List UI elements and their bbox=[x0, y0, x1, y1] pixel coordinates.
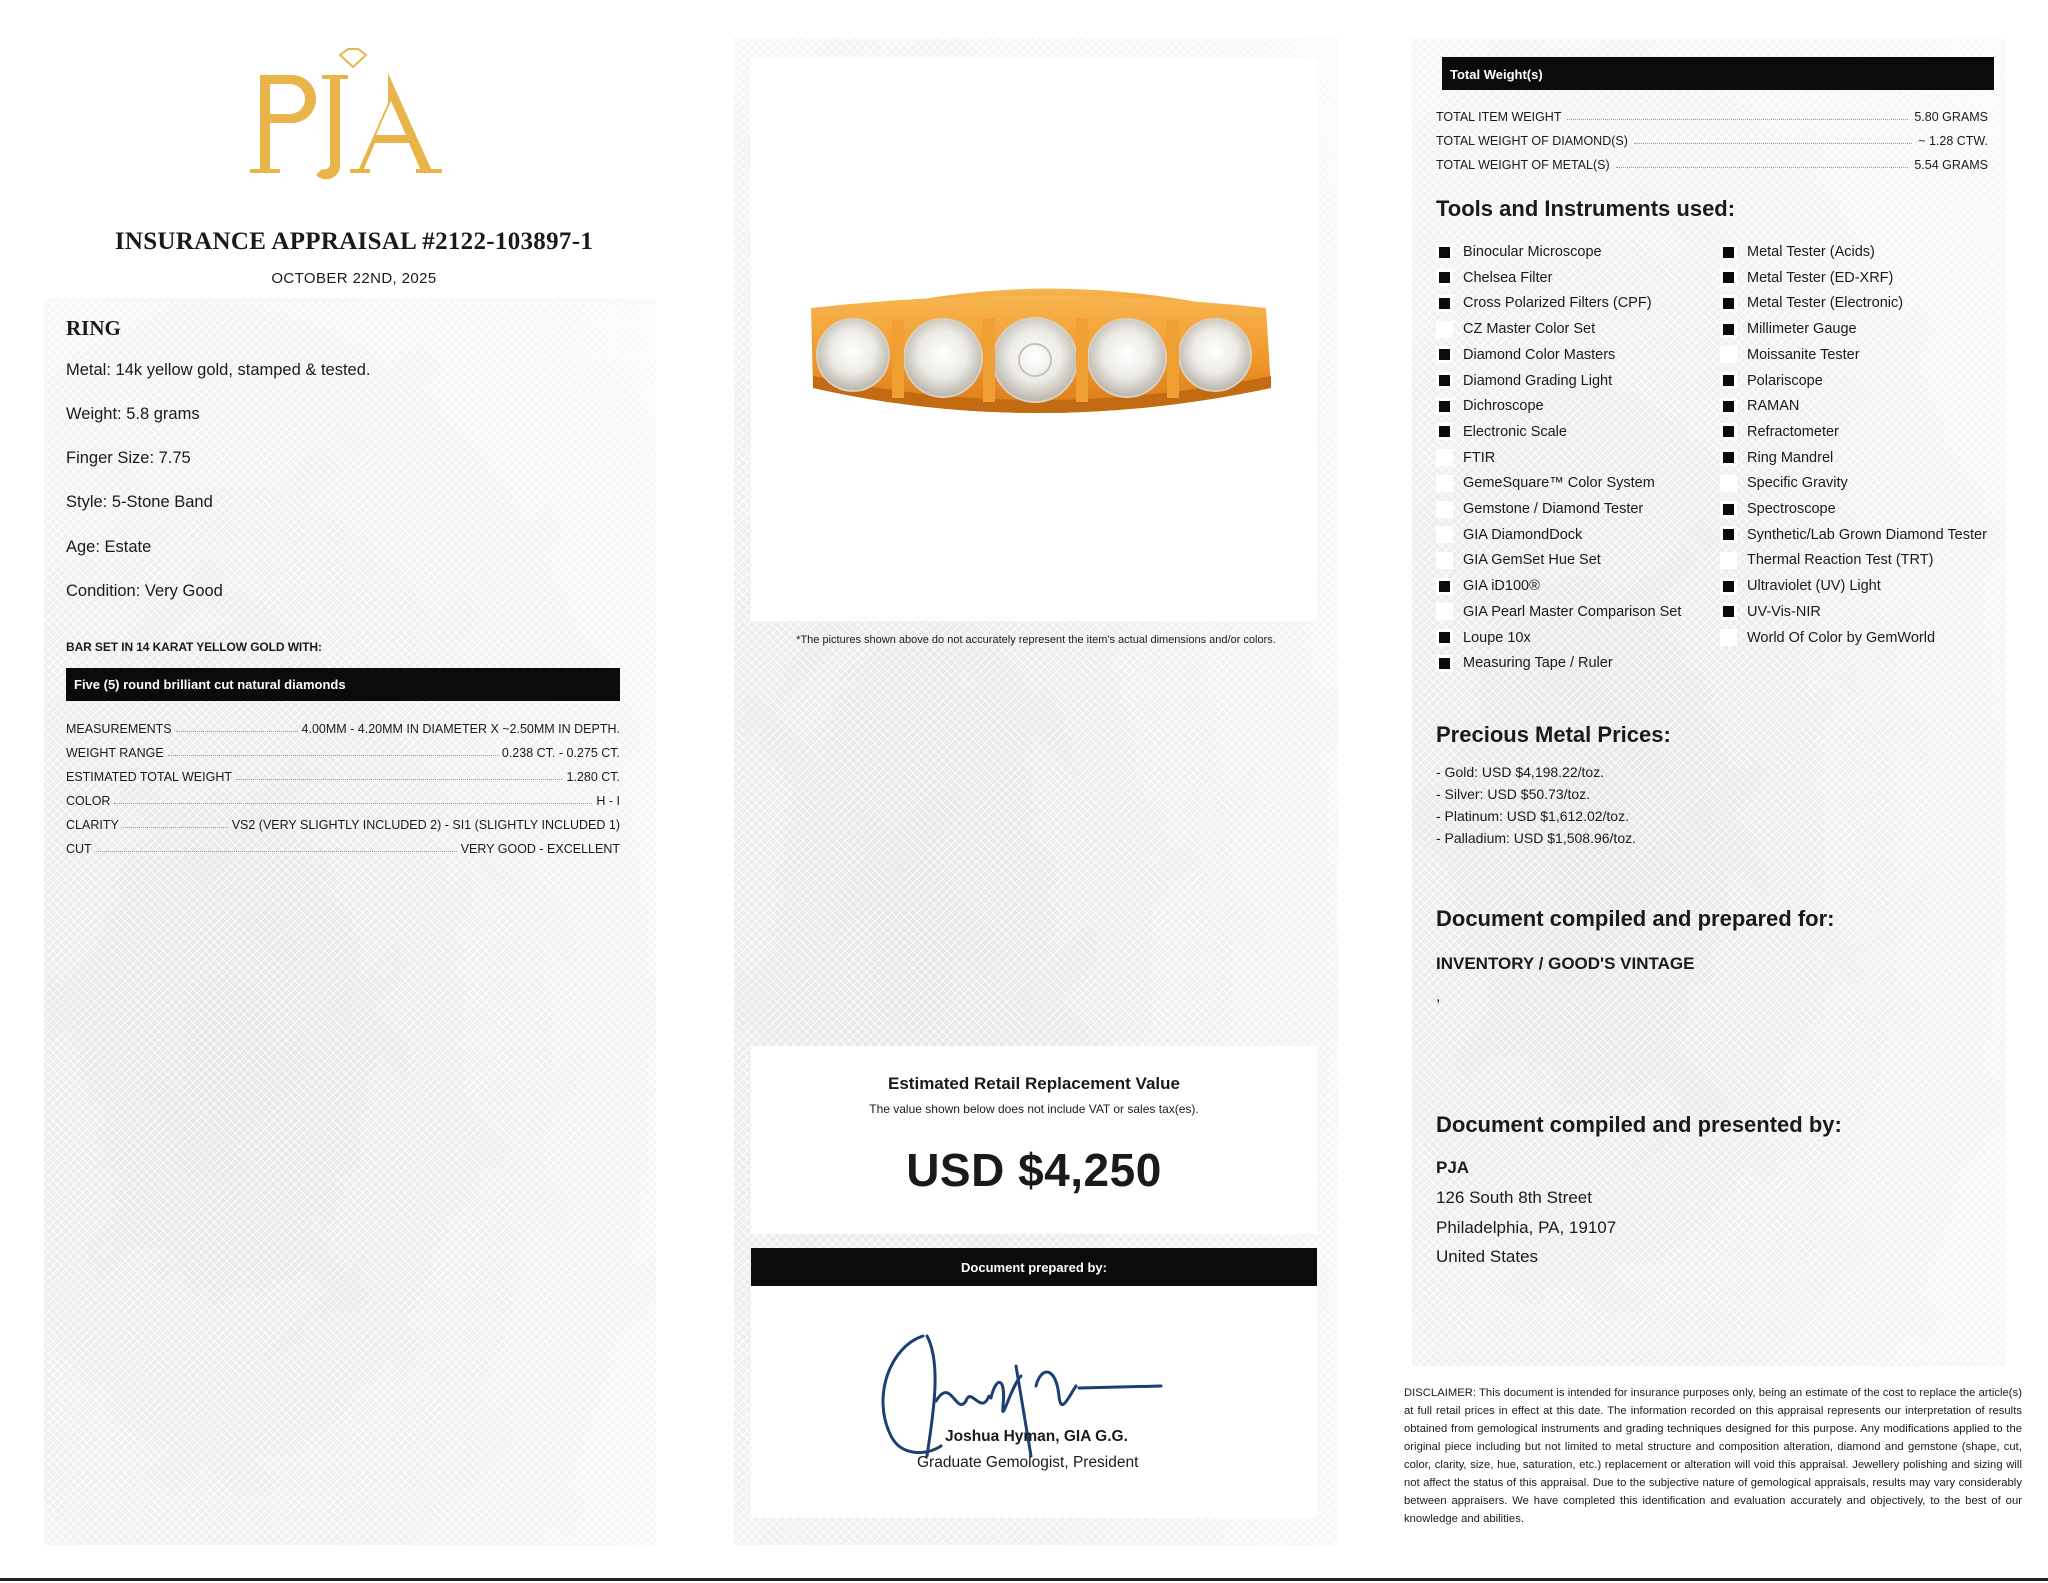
unchecked-box-icon bbox=[1436, 526, 1453, 543]
metal-prices-heading: Precious Metal Prices: bbox=[1436, 722, 1671, 747]
tool-item bbox=[1436, 421, 1567, 443]
spec-age: Age: Estate bbox=[66, 538, 152, 556]
tool-item bbox=[1720, 601, 1821, 623]
spec-metal: Metal: 14k yellow gold, stamped & tested. bbox=[66, 361, 371, 379]
unchecked-box-icon bbox=[1436, 475, 1453, 492]
checked-box-icon bbox=[1436, 244, 1453, 261]
tool-item bbox=[1720, 447, 1833, 469]
checked-box-icon bbox=[1720, 372, 1737, 389]
weight-label: TOTAL WEIGHT OF METAL(S) bbox=[1436, 158, 1610, 172]
value-amount: USD $4,250 bbox=[906, 1144, 1162, 1196]
photo-disclaimer: *The pictures shown above do not accurately represent the item's actual dimensions and/or colors. bbox=[796, 634, 1276, 646]
checked-box-icon bbox=[1720, 603, 1737, 620]
value-title: Estimated Retail Replacement Value bbox=[888, 1074, 1180, 1093]
detail-label: CUT bbox=[66, 842, 92, 856]
tool-label: FTIR bbox=[1463, 449, 1496, 466]
tool-label: Refractometer bbox=[1747, 423, 1839, 440]
signer-name: Joshua Hyman, GIA G.G. bbox=[945, 1428, 1128, 1445]
detail-row-color bbox=[66, 790, 620, 808]
tool-label: UV-Vis-NIR bbox=[1747, 603, 1821, 620]
signature-box bbox=[751, 1286, 1317, 1518]
tool-item bbox=[1436, 447, 1495, 469]
tool-item bbox=[1720, 472, 1848, 494]
spec-condition: Condition: Very Good bbox=[66, 582, 223, 600]
detail-label: MEASUREMENTS bbox=[66, 722, 172, 736]
appraisal-title: INSURANCE APPRAISAL #2122-103897-1 bbox=[114, 228, 594, 255]
tool-label: Spectroscope bbox=[1747, 501, 1836, 517]
tool-item bbox=[1436, 498, 1643, 520]
value-note: The value shown below does not include VAT or sales tax(es). bbox=[869, 1102, 1199, 1116]
checked-box-icon bbox=[1720, 526, 1737, 543]
tool-label: RAMAN bbox=[1747, 398, 1800, 415]
weight-row-item bbox=[1436, 106, 1988, 124]
tool-item bbox=[1436, 652, 1613, 674]
tool-item bbox=[1436, 627, 1531, 649]
weight-label: TOTAL WEIGHT OF DIAMOND(S) bbox=[1436, 134, 1628, 148]
unchecked-box-icon bbox=[1436, 321, 1453, 338]
tool-label: Specific Gravity bbox=[1747, 475, 1848, 492]
checked-box-icon bbox=[1720, 501, 1737, 518]
weight-label: TOTAL ITEM WEIGHT bbox=[1436, 110, 1562, 124]
total-weights-bar: Total Weight(s) bbox=[1442, 57, 1994, 90]
price-palladium: - Palladium: USD $1,508.96/toz. bbox=[1436, 830, 1636, 846]
photo-and-value-panel bbox=[734, 38, 1338, 1545]
price-silver: - Silver: USD $50.73/toz. bbox=[1436, 786, 1591, 802]
tool-item bbox=[1436, 292, 1652, 314]
detail-row-measurements bbox=[66, 718, 620, 736]
tools-heading: Tools and Instruments used: bbox=[1436, 196, 1736, 221]
prepared-for-heading: Document compiled and prepared for: bbox=[1436, 906, 1835, 931]
item-description-panel bbox=[44, 298, 656, 1545]
presented-by-heading: Document compiled and presented by: bbox=[1436, 1112, 1842, 1137]
presenter-city: Philadelphia, PA, 19107 bbox=[1436, 1218, 1617, 1237]
checked-box-icon bbox=[1720, 321, 1737, 338]
client-name: INVENTORY / GOOD'S VINTAGE bbox=[1436, 954, 1695, 973]
tool-label: Diamond Grading Light bbox=[1463, 372, 1613, 389]
tool-item bbox=[1720, 627, 1935, 649]
detail-row-cut bbox=[66, 838, 620, 856]
detail-label: ESTIMATED TOTAL WEIGHT bbox=[66, 770, 232, 784]
tool-item bbox=[1720, 575, 1881, 597]
bottom-rule bbox=[0, 1578, 2048, 1581]
tool-item bbox=[1720, 370, 1823, 392]
tool-item bbox=[1720, 267, 1893, 289]
signer-title: Graduate Gemologist, President bbox=[917, 1454, 1139, 1471]
checked-box-icon bbox=[1436, 398, 1453, 415]
tool-label: Synthetic/Lab Grown Diamond Tester bbox=[1747, 526, 1987, 543]
disclaimer-text: DISCLAIMER: This document is intended for insurance purposes only, being an estimate of the cost to replace the article(s) at full retail prices in effect at this date. The information recorded on this appraisal represents our interpretation of results obtained from gemological instruments and grading techniques designed for this purpose. Any modifications applied to the original piece including but not limited to metal structure and composition alteration, diamond and gemstone (shape, cut, color, clarity, size, hue, saturation, etc.) replacement or alteration will void this appraisal. Jewellery polishing and sizing will not affect the status of this appraisal. Due to the subjective nature of gemological appraisals, results may vary considerably between appraisers. We have completed this identification and evaluation accurately and objectively, to the best of our knowledge and abilities. bbox=[1404, 1387, 2022, 1525]
unchecked-box-icon bbox=[1720, 475, 1737, 492]
tool-item bbox=[1436, 318, 1595, 340]
detail-row-total-weight bbox=[66, 766, 620, 784]
tool-item bbox=[1720, 344, 1860, 366]
value-box bbox=[751, 1046, 1317, 1234]
item-photo bbox=[751, 58, 1317, 621]
detail-value: VS2 (VERY SLIGHTLY INCLUDED 2) - SI1 (SLIGHTLY INCLUDED 1) bbox=[231, 818, 620, 832]
tool-label: Loupe 10x bbox=[1463, 629, 1531, 646]
presenter-street: 126 South 8th Street bbox=[1436, 1188, 1592, 1207]
presenter-name: PJA bbox=[1436, 1158, 1470, 1177]
tool-item bbox=[1720, 241, 1875, 263]
tool-label: GIA iD100® bbox=[1463, 578, 1540, 595]
detail-value: H - I bbox=[596, 794, 620, 808]
detail-value: 1.280 CT. bbox=[566, 770, 620, 784]
unchecked-box-icon bbox=[1720, 552, 1737, 569]
checked-box-icon bbox=[1720, 295, 1737, 312]
tool-item bbox=[1720, 498, 1836, 520]
checked-box-icon bbox=[1436, 423, 1453, 440]
weight-row-metals bbox=[1436, 154, 1988, 172]
checked-box-icon bbox=[1436, 578, 1453, 595]
tool-label: World Of Color by GemWorld bbox=[1747, 629, 1936, 646]
tool-item bbox=[1720, 318, 1857, 340]
tool-label: Gemstone / Diamond Tester bbox=[1463, 501, 1644, 517]
item-type: RING bbox=[66, 316, 121, 340]
client-line2: , bbox=[1436, 988, 1441, 1005]
price-gold: - Gold: USD $4,198.22/toz. bbox=[1436, 764, 1605, 780]
checked-box-icon bbox=[1720, 398, 1737, 415]
tool-item bbox=[1720, 292, 1903, 314]
tool-label: GemeSquare™ Color System bbox=[1463, 475, 1655, 492]
tool-item bbox=[1436, 549, 1601, 571]
detail-value: 0.238 CT. - 0.275 CT. bbox=[501, 746, 620, 760]
tool-item bbox=[1436, 601, 1681, 623]
tool-item bbox=[1720, 395, 1799, 417]
unchecked-box-icon bbox=[1436, 552, 1453, 569]
tool-item bbox=[1720, 524, 1987, 546]
tool-label: Ring Mandrel bbox=[1747, 449, 1834, 466]
presenter-country: United States bbox=[1436, 1247, 1539, 1266]
setting-heading: BAR SET IN 14 KARAT YELLOW GOLD WITH: bbox=[66, 640, 322, 654]
tool-label: Diamond Color Masters bbox=[1463, 346, 1616, 363]
spec-finger-size: Finger Size: 7.75 bbox=[66, 449, 191, 467]
tool-item bbox=[1720, 549, 1933, 571]
tool-label: CZ Master Color Set bbox=[1463, 321, 1596, 338]
details-panel bbox=[1412, 38, 2006, 1366]
unchecked-box-icon bbox=[1720, 629, 1737, 646]
unchecked-box-icon bbox=[1720, 346, 1737, 363]
tool-label: Polariscope bbox=[1747, 372, 1823, 389]
tool-label: Electronic Scale bbox=[1463, 423, 1567, 440]
tool-item bbox=[1436, 267, 1552, 289]
detail-label: WEIGHT RANGE bbox=[66, 746, 164, 760]
weight-value: 5.80 GRAMS bbox=[1914, 110, 1988, 124]
checked-box-icon bbox=[1720, 578, 1737, 595]
tool-label: GIA Pearl Master Comparison Set bbox=[1463, 603, 1682, 620]
tool-label: Ultraviolet (UV) Light bbox=[1747, 578, 1881, 595]
tool-label: Millimeter Gauge bbox=[1747, 321, 1857, 338]
tool-item bbox=[1436, 575, 1540, 597]
signature-image bbox=[831, 1306, 1261, 1476]
pja-logo bbox=[240, 45, 460, 190]
detail-row-weight-range bbox=[66, 742, 620, 760]
tool-label: Binocular Microscope bbox=[1463, 244, 1602, 260]
detail-row-clarity bbox=[66, 814, 620, 832]
weight-value: 5.54 GRAMS bbox=[1914, 158, 1988, 172]
tool-item bbox=[1436, 344, 1615, 366]
weight-row-diamonds bbox=[1436, 130, 1988, 148]
spec-weight: Weight: 5.8 grams bbox=[66, 405, 200, 423]
checked-box-icon bbox=[1436, 295, 1453, 312]
detail-value: 4.00MM - 4.20MM IN DIAMETER X ~2.50MM IN DEPTH. bbox=[301, 722, 620, 736]
prepared-by-bar: Document prepared by: bbox=[751, 1248, 1317, 1286]
tool-item bbox=[1436, 241, 1602, 263]
detail-label: CLARITY bbox=[66, 818, 119, 832]
unchecked-box-icon bbox=[1436, 449, 1453, 466]
spec-style: Style: 5-Stone Band bbox=[66, 493, 213, 511]
detail-label: COLOR bbox=[66, 794, 111, 808]
tool-label: Metal Tester (Electronic) bbox=[1747, 295, 1904, 312]
checked-box-icon bbox=[1720, 244, 1737, 261]
stone-title-bar: Five (5) round brilliant cut natural diamonds bbox=[66, 668, 620, 701]
checked-box-icon bbox=[1720, 269, 1737, 286]
tool-label: Moissanite Tester bbox=[1747, 346, 1860, 363]
tool-item bbox=[1436, 395, 1544, 417]
unchecked-box-icon bbox=[1436, 603, 1453, 620]
tool-label: GIA DiamondDock bbox=[1463, 526, 1583, 543]
appraisal-date: OCTOBER 22ND, 2025 bbox=[271, 270, 437, 287]
tool-label: Metal Tester (ED-XRF) bbox=[1747, 269, 1894, 286]
checked-box-icon bbox=[1436, 372, 1453, 389]
checked-box-icon bbox=[1436, 655, 1453, 672]
tool-label: Dichroscope bbox=[1463, 398, 1544, 415]
tool-item bbox=[1720, 421, 1839, 443]
detail-value: VERY GOOD - EXCELLENT bbox=[460, 842, 620, 856]
tool-item bbox=[1436, 524, 1582, 546]
checked-box-icon bbox=[1436, 346, 1453, 363]
checked-box-icon bbox=[1436, 269, 1453, 286]
tool-label: Metal Tester (Acids) bbox=[1747, 244, 1875, 260]
checked-box-icon bbox=[1720, 449, 1737, 466]
tool-label: Measuring Tape / Ruler bbox=[1463, 655, 1613, 672]
tool-label: Cross Polarized Filters (CPF) bbox=[1463, 295, 1652, 312]
price-platinum: - Platinum: USD $1,612.02/toz. bbox=[1436, 808, 1629, 824]
weight-value: ~ 1.28 CTW. bbox=[1918, 134, 1988, 148]
ring-image bbox=[751, 58, 1317, 621]
tool-item bbox=[1436, 472, 1655, 494]
checked-box-icon bbox=[1436, 629, 1453, 646]
tool-label: Chelsea Filter bbox=[1463, 269, 1553, 286]
checked-box-icon bbox=[1720, 423, 1737, 440]
tool-label: GIA GemSet Hue Set bbox=[1463, 552, 1601, 569]
tool-item bbox=[1436, 370, 1612, 392]
tool-label: Thermal Reaction Test (TRT) bbox=[1747, 552, 1934, 569]
unchecked-box-icon bbox=[1436, 501, 1453, 518]
